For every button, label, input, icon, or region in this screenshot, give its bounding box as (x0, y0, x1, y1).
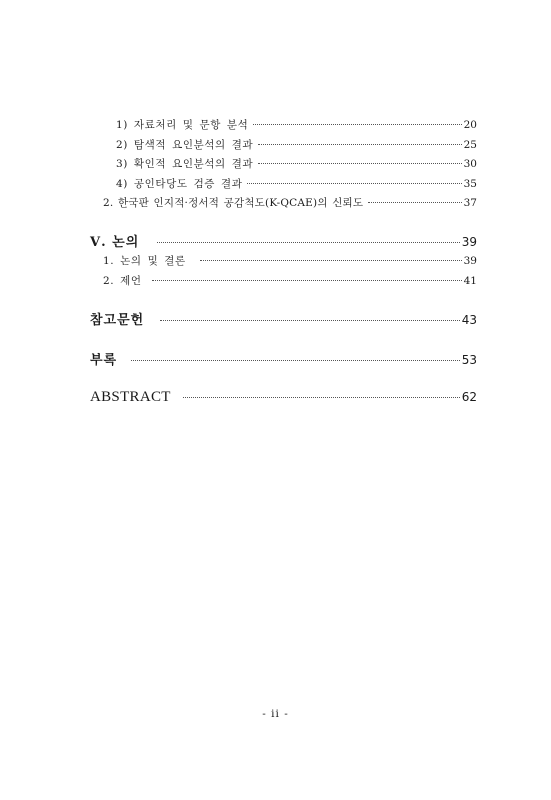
toc-entry-label: 1. 논의 및 결론 (103, 255, 186, 267)
toc-entry-page: 37 (463, 197, 477, 209)
toc-entry-label: 1) 자료처리 및 문항 분석 (116, 119, 249, 131)
toc-chapter[interactable] (90, 309, 477, 328)
toc-chapter[interactable] (90, 349, 477, 368)
toc-entry[interactable] (116, 117, 477, 132)
toc-entry-page: 20 (463, 119, 477, 131)
toc-entry-label: 3) 확인적 요인분석의 결과 (116, 158, 254, 170)
toc-chapter-label: 참고문헌 (90, 313, 145, 328)
toc-entry-label: 4) 공인타당도 검증 결과 (116, 178, 243, 190)
toc-entry-label: 2. 한국판 인지적·정서적 공감척도(K-QCAE)의 신뢰도 (103, 197, 364, 209)
toc-entry-page: 25 (463, 139, 477, 151)
toc-chapter[interactable] (90, 389, 477, 406)
toc-entry[interactable] (103, 195, 477, 210)
leader-dots (258, 163, 461, 164)
toc-entry[interactable] (116, 156, 477, 171)
leader-dots (200, 260, 462, 261)
leader-dots (157, 242, 459, 243)
toc-entry[interactable] (116, 176, 477, 191)
toc-entry-page: 41 (463, 275, 477, 287)
toc-entry[interactable] (103, 273, 477, 288)
toc-chapter[interactable] (90, 231, 477, 250)
toc-chapter-label: Ⅴ. 논의 (90, 235, 140, 250)
toc-entry-page: 35 (463, 178, 477, 190)
leader-dots (247, 183, 461, 184)
toc-chapter-page: 43 (461, 313, 477, 327)
toc-chapter-page: 39 (461, 235, 477, 249)
leader-dots (183, 397, 460, 398)
toc-entry-page: 39 (463, 255, 477, 267)
leader-dots (258, 144, 461, 145)
leader-dots (131, 360, 460, 361)
toc-entry[interactable] (116, 137, 477, 152)
toc-entry-label: 2) 탐색적 요인분석의 결과 (116, 139, 254, 151)
leader-dots (253, 124, 461, 125)
toc-chapter-label: 부록 (90, 353, 118, 368)
leader-dots (160, 320, 459, 321)
toc-entry[interactable] (103, 253, 477, 268)
toc-entry-page: 30 (463, 158, 477, 170)
toc-chapter-page: 62 (461, 390, 477, 404)
leader-dots (368, 202, 461, 203)
toc-chapter-page: 53 (461, 353, 477, 367)
toc-chapter-label: ABSTRACT (90, 389, 171, 405)
page-number-footer: - ii - (262, 708, 289, 720)
toc-entry-label: 2. 제언 (103, 275, 142, 287)
leader-dots (152, 280, 462, 281)
